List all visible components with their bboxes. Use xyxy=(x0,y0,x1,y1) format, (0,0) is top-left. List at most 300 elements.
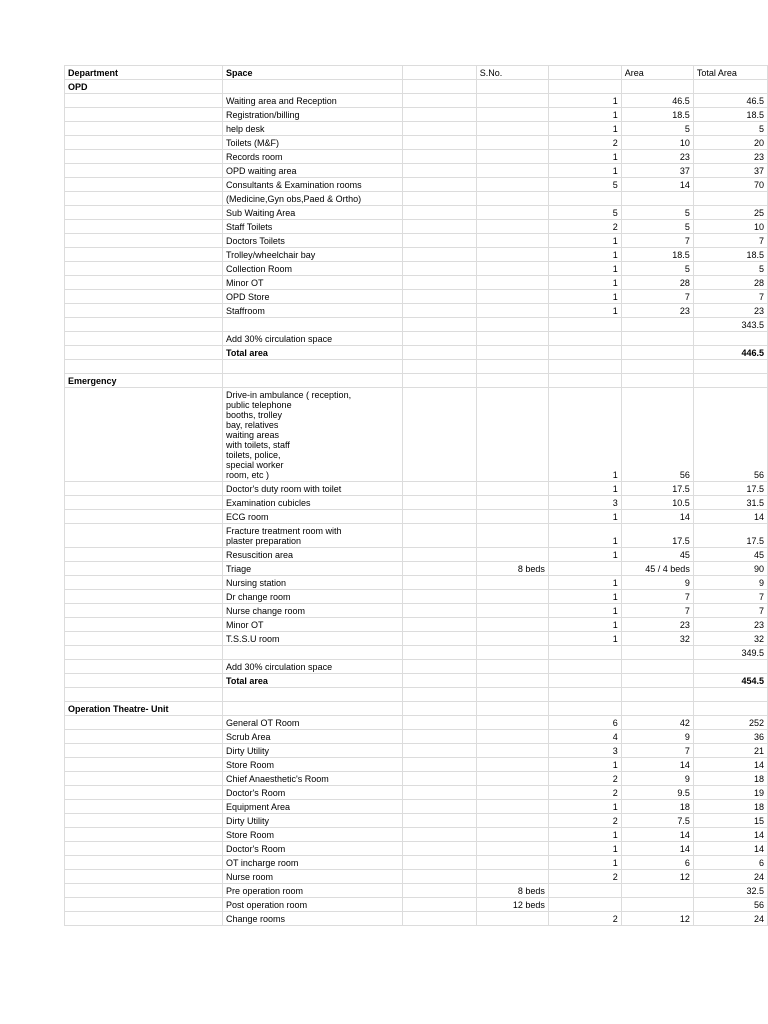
total-area-cell[interactable]: 24 xyxy=(693,870,767,884)
sno-cell[interactable]: 1 xyxy=(548,164,621,178)
total-area-cell[interactable] xyxy=(693,80,767,94)
header-blank-cell[interactable] xyxy=(548,66,621,80)
space-cell[interactable]: General OT Room xyxy=(223,716,403,730)
sno-cell[interactable]: 1 xyxy=(548,248,621,262)
blank-cell[interactable] xyxy=(403,318,477,332)
blank-cell[interactable] xyxy=(403,388,477,482)
department-cell[interactable] xyxy=(65,388,223,482)
sno-cell[interactable]: 1 xyxy=(548,758,621,772)
beds-cell[interactable] xyxy=(476,94,548,108)
area-cell[interactable]: 18.5 xyxy=(621,248,693,262)
area-cell[interactable]: 7.5 xyxy=(621,814,693,828)
sno-cell[interactable] xyxy=(548,702,621,716)
department-cell[interactable] xyxy=(65,290,223,304)
space-cell[interactable]: Records room xyxy=(223,150,403,164)
sno-cell[interactable]: 1 xyxy=(548,590,621,604)
beds-cell[interactable] xyxy=(476,758,548,772)
blank-cell[interactable] xyxy=(403,660,477,674)
beds-cell[interactable] xyxy=(476,646,548,660)
beds-cell[interactable]: 8 beds xyxy=(476,562,548,576)
sno-cell[interactable]: 1 xyxy=(548,482,621,496)
sno-cell[interactable] xyxy=(548,898,621,912)
area-cell[interactable]: 5 xyxy=(621,220,693,234)
total-area-cell[interactable]: 32 xyxy=(693,632,767,646)
department-cell[interactable] xyxy=(65,730,223,744)
department-cell[interactable] xyxy=(65,912,223,926)
total-area-cell[interactable] xyxy=(693,192,767,206)
total-area-cell[interactable]: 18.5 xyxy=(693,248,767,262)
beds-cell[interactable] xyxy=(476,248,548,262)
blank-cell[interactable] xyxy=(403,702,477,716)
total-area-cell[interactable]: 21 xyxy=(693,744,767,758)
department-cell[interactable] xyxy=(65,332,223,346)
total-area-cell[interactable] xyxy=(693,332,767,346)
blank-cell[interactable] xyxy=(403,482,477,496)
sno-cell[interactable] xyxy=(548,318,621,332)
space-cell[interactable]: Staff Toilets xyxy=(223,220,403,234)
sno-cell[interactable] xyxy=(548,674,621,688)
sno-cell[interactable] xyxy=(548,346,621,360)
space-cell[interactable]: Doctor's duty room with toilet xyxy=(223,482,403,496)
sno-cell[interactable]: 1 xyxy=(548,604,621,618)
blank-cell[interactable] xyxy=(403,94,477,108)
blank-cell[interactable] xyxy=(403,346,477,360)
blank-cell[interactable] xyxy=(403,164,477,178)
blank-cell[interactable] xyxy=(403,744,477,758)
total-area-cell[interactable] xyxy=(693,688,767,702)
department-cell[interactable] xyxy=(65,164,223,178)
blank-cell[interactable] xyxy=(403,646,477,660)
beds-cell[interactable] xyxy=(476,496,548,510)
header-department[interactable]: Department xyxy=(65,66,223,80)
area-cell[interactable] xyxy=(621,80,693,94)
area-cell[interactable]: 5 xyxy=(621,262,693,276)
space-cell[interactable]: Minor OT xyxy=(223,276,403,290)
blank-cell[interactable] xyxy=(403,276,477,290)
beds-cell[interactable] xyxy=(476,482,548,496)
header-area[interactable]: Area xyxy=(621,66,693,80)
area-cell[interactable]: 14 xyxy=(621,828,693,842)
beds-cell[interactable] xyxy=(476,206,548,220)
sno-cell[interactable]: 1 xyxy=(548,800,621,814)
total-area-cell[interactable]: 18.5 xyxy=(693,108,767,122)
space-cell[interactable]: (Medicine,Gyn obs,Paed & Ortho) xyxy=(223,192,403,206)
header-sno[interactable]: S.No. xyxy=(476,66,548,80)
sno-cell[interactable]: 1 xyxy=(548,388,621,482)
beds-cell[interactable] xyxy=(476,814,548,828)
area-cell[interactable]: 23 xyxy=(621,304,693,318)
sno-cell[interactable]: 2 xyxy=(548,814,621,828)
total-area-cell[interactable]: 23 xyxy=(693,304,767,318)
header-total-area[interactable]: Total Area xyxy=(693,66,767,80)
department-cell[interactable] xyxy=(65,856,223,870)
beds-cell[interactable]: 8 beds xyxy=(476,884,548,898)
area-cell[interactable] xyxy=(621,360,693,374)
beds-cell[interactable] xyxy=(476,220,548,234)
beds-cell[interactable] xyxy=(476,870,548,884)
total-area-cell[interactable]: 7 xyxy=(693,590,767,604)
blank-cell[interactable] xyxy=(403,374,477,388)
department-cell[interactable] xyxy=(65,618,223,632)
department-cell[interactable] xyxy=(65,150,223,164)
sno-cell[interactable]: 6 xyxy=(548,716,621,730)
blank-cell[interactable] xyxy=(403,870,477,884)
department-cell[interactable] xyxy=(65,800,223,814)
sno-cell[interactable]: 1 xyxy=(548,276,621,290)
area-cell[interactable]: 14 xyxy=(621,510,693,524)
total-area-cell[interactable] xyxy=(693,660,767,674)
department-cell[interactable] xyxy=(65,590,223,604)
sno-cell[interactable]: 1 xyxy=(548,122,621,136)
total-area-cell[interactable] xyxy=(693,374,767,388)
total-area-cell[interactable]: 5 xyxy=(693,122,767,136)
space-cell[interactable]: Chief Anaesthetic's Room xyxy=(223,772,403,786)
area-cell[interactable]: 42 xyxy=(621,716,693,730)
space-cell[interactable]: Triage xyxy=(223,562,403,576)
space-cell[interactable]: Scrub Area xyxy=(223,730,403,744)
sno-cell[interactable]: 1 xyxy=(548,618,621,632)
sno-cell[interactable]: 1 xyxy=(548,510,621,524)
department-cell[interactable]: Emergency xyxy=(65,374,223,388)
space-cell[interactable]: Examination cubicles xyxy=(223,496,403,510)
space-cell[interactable]: OPD waiting area xyxy=(223,164,403,178)
blank-cell[interactable] xyxy=(403,688,477,702)
total-area-cell[interactable]: 18 xyxy=(693,800,767,814)
sno-cell[interactable]: 2 xyxy=(548,136,621,150)
beds-cell[interactable] xyxy=(476,262,548,276)
area-cell[interactable]: 14 xyxy=(621,178,693,192)
sno-cell[interactable]: 4 xyxy=(548,730,621,744)
area-cell[interactable]: 9 xyxy=(621,772,693,786)
total-area-cell[interactable]: 28 xyxy=(693,276,767,290)
department-cell[interactable] xyxy=(65,496,223,510)
beds-cell[interactable] xyxy=(476,856,548,870)
beds-cell[interactable] xyxy=(476,192,548,206)
sno-cell[interactable]: 2 xyxy=(548,912,621,926)
sno-cell[interactable] xyxy=(548,646,621,660)
blank-cell[interactable] xyxy=(403,332,477,346)
blank-cell[interactable] xyxy=(403,206,477,220)
department-cell[interactable] xyxy=(65,660,223,674)
total-area-cell[interactable]: 20 xyxy=(693,136,767,150)
total-area-cell[interactable]: 5 xyxy=(693,262,767,276)
area-cell[interactable]: 45 xyxy=(621,548,693,562)
area-cell[interactable]: 10.5 xyxy=(621,496,693,510)
beds-cell[interactable] xyxy=(476,122,548,136)
area-cell[interactable] xyxy=(621,660,693,674)
beds-cell[interactable] xyxy=(476,150,548,164)
beds-cell[interactable] xyxy=(476,234,548,248)
sno-cell[interactable] xyxy=(548,884,621,898)
area-cell[interactable]: 45 / 4 beds xyxy=(621,562,693,576)
department-cell[interactable] xyxy=(65,122,223,136)
area-cell[interactable]: 17.5 xyxy=(621,524,693,548)
blank-cell[interactable] xyxy=(403,108,477,122)
department-cell[interactable] xyxy=(65,276,223,290)
space-cell[interactable]: Toilets (M&F) xyxy=(223,136,403,150)
department-cell[interactable] xyxy=(65,360,223,374)
blank-cell[interactable] xyxy=(403,716,477,730)
area-cell[interactable]: 5 xyxy=(621,206,693,220)
blank-cell[interactable] xyxy=(403,800,477,814)
area-cell[interactable]: 7 xyxy=(621,744,693,758)
area-cell[interactable]: 28 xyxy=(621,276,693,290)
total-area-cell[interactable] xyxy=(693,702,767,716)
space-cell[interactable]: Store Room xyxy=(223,828,403,842)
department-cell[interactable] xyxy=(65,248,223,262)
total-area-cell[interactable]: 90 xyxy=(693,562,767,576)
area-cell[interactable] xyxy=(621,646,693,660)
total-area-cell[interactable]: 31.5 xyxy=(693,496,767,510)
sno-cell[interactable]: 1 xyxy=(548,842,621,856)
area-cell[interactable]: 9 xyxy=(621,730,693,744)
blank-cell[interactable] xyxy=(403,248,477,262)
space-cell[interactable]: Doctors Toilets xyxy=(223,234,403,248)
area-cell[interactable]: 17.5 xyxy=(621,482,693,496)
blank-cell[interactable] xyxy=(403,80,477,94)
department-cell[interactable] xyxy=(65,206,223,220)
beds-cell[interactable] xyxy=(476,604,548,618)
sno-cell[interactable]: 1 xyxy=(548,290,621,304)
department-cell[interactable] xyxy=(65,716,223,730)
department-cell[interactable] xyxy=(65,646,223,660)
department-cell[interactable] xyxy=(65,548,223,562)
space-cell[interactable] xyxy=(223,318,403,332)
space-cell[interactable]: Registration/billing xyxy=(223,108,403,122)
total-area-cell[interactable]: 7 xyxy=(693,290,767,304)
beds-cell[interactable] xyxy=(476,912,548,926)
space-cell[interactable]: Staffroom xyxy=(223,304,403,318)
space-cell[interactable]: Doctor's Room xyxy=(223,842,403,856)
beds-cell[interactable] xyxy=(476,178,548,192)
beds-cell[interactable] xyxy=(476,590,548,604)
total-area-cell[interactable]: 17.5 xyxy=(693,524,767,548)
beds-cell[interactable] xyxy=(476,632,548,646)
space-cell[interactable]: Sub Waiting Area xyxy=(223,206,403,220)
area-cell[interactable] xyxy=(621,702,693,716)
total-area-cell[interactable]: 17.5 xyxy=(693,482,767,496)
sno-cell[interactable]: 2 xyxy=(548,870,621,884)
area-cell[interactable]: 18 xyxy=(621,800,693,814)
blank-cell[interactable] xyxy=(403,632,477,646)
total-area-cell[interactable]: 454.5 xyxy=(693,674,767,688)
sno-cell[interactable]: 1 xyxy=(548,524,621,548)
area-cell[interactable]: 9.5 xyxy=(621,786,693,800)
sno-cell[interactable]: 1 xyxy=(548,828,621,842)
space-cell[interactable]: Drive-in ambulance ( reception, public telephone booths, trolley bay, relatives waiting areas with toilets, staff toilets, police, special worker room, etc ) xyxy=(223,388,403,482)
area-cell[interactable] xyxy=(621,674,693,688)
department-cell[interactable] xyxy=(65,510,223,524)
area-cell[interactable]: 23 xyxy=(621,150,693,164)
area-cell[interactable]: 6 xyxy=(621,856,693,870)
beds-cell[interactable] xyxy=(476,842,548,856)
sno-cell[interactable]: 5 xyxy=(548,206,621,220)
sno-cell[interactable]: 2 xyxy=(548,786,621,800)
sno-cell[interactable]: 1 xyxy=(548,548,621,562)
blank-cell[interactable] xyxy=(403,618,477,632)
space-cell[interactable]: Dr change room xyxy=(223,590,403,604)
total-area-cell[interactable]: 18 xyxy=(693,772,767,786)
blank-cell[interactable] xyxy=(403,590,477,604)
total-area-cell[interactable]: 14 xyxy=(693,758,767,772)
area-cell[interactable] xyxy=(621,898,693,912)
blank-cell[interactable] xyxy=(403,290,477,304)
sno-cell[interactable] xyxy=(548,360,621,374)
total-area-cell[interactable]: 14 xyxy=(693,842,767,856)
beds-cell[interactable] xyxy=(476,164,548,178)
beds-cell[interactable] xyxy=(476,716,548,730)
blank-cell[interactable] xyxy=(403,192,477,206)
department-cell[interactable] xyxy=(65,304,223,318)
area-cell[interactable]: 56 xyxy=(621,388,693,482)
area-cell[interactable]: 46.5 xyxy=(621,94,693,108)
department-cell[interactable] xyxy=(65,674,223,688)
area-cell[interactable]: 12 xyxy=(621,912,693,926)
space-cell[interactable]: Total area xyxy=(223,346,403,360)
blank-cell[interactable] xyxy=(403,548,477,562)
blank-cell[interactable] xyxy=(403,758,477,772)
department-cell[interactable] xyxy=(65,108,223,122)
total-area-cell[interactable]: 36 xyxy=(693,730,767,744)
space-cell[interactable]: Equipment Area xyxy=(223,800,403,814)
beds-cell[interactable] xyxy=(476,388,548,482)
sno-cell[interactable]: 1 xyxy=(548,108,621,122)
space-cell[interactable]: Doctor's Room xyxy=(223,786,403,800)
space-cell[interactable]: Minor OT xyxy=(223,618,403,632)
beds-cell[interactable] xyxy=(476,360,548,374)
department-cell[interactable] xyxy=(65,604,223,618)
sno-cell[interactable] xyxy=(548,562,621,576)
total-area-cell[interactable]: 23 xyxy=(693,150,767,164)
blank-cell[interactable] xyxy=(403,234,477,248)
total-area-cell[interactable]: 25 xyxy=(693,206,767,220)
department-cell[interactable] xyxy=(65,318,223,332)
sno-cell[interactable]: 3 xyxy=(548,496,621,510)
area-cell[interactable]: 32 xyxy=(621,632,693,646)
beds-cell[interactable] xyxy=(476,576,548,590)
blank-cell[interactable] xyxy=(403,496,477,510)
space-cell[interactable] xyxy=(223,688,403,702)
area-cell[interactable] xyxy=(621,374,693,388)
space-cell[interactable]: Store Room xyxy=(223,758,403,772)
space-cell[interactable]: Dirty Utility xyxy=(223,814,403,828)
total-area-cell[interactable]: 45 xyxy=(693,548,767,562)
sno-cell[interactable]: 1 xyxy=(548,576,621,590)
department-cell[interactable] xyxy=(65,482,223,496)
beds-cell[interactable] xyxy=(476,332,548,346)
department-cell[interactable] xyxy=(65,94,223,108)
space-cell[interactable]: Pre operation room xyxy=(223,884,403,898)
sno-cell[interactable] xyxy=(548,192,621,206)
blank-cell[interactable] xyxy=(403,842,477,856)
space-cell[interactable]: Nursing station xyxy=(223,576,403,590)
department-cell[interactable] xyxy=(65,136,223,150)
total-area-cell[interactable]: 15 xyxy=(693,814,767,828)
total-area-cell[interactable]: 9 xyxy=(693,576,767,590)
total-area-cell[interactable]: 70 xyxy=(693,178,767,192)
beds-cell[interactable] xyxy=(476,772,548,786)
area-cell[interactable]: 7 xyxy=(621,234,693,248)
beds-cell[interactable] xyxy=(476,800,548,814)
blank-cell[interactable] xyxy=(403,898,477,912)
area-cell[interactable]: 7 xyxy=(621,590,693,604)
total-area-cell[interactable]: 24 xyxy=(693,912,767,926)
space-cell[interactable]: ECG room xyxy=(223,510,403,524)
sno-cell[interactable] xyxy=(548,374,621,388)
area-cell[interactable] xyxy=(621,346,693,360)
total-area-cell[interactable]: 23 xyxy=(693,618,767,632)
sno-cell[interactable]: 2 xyxy=(548,220,621,234)
blank-cell[interactable] xyxy=(403,262,477,276)
total-area-cell[interactable]: 349.5 xyxy=(693,646,767,660)
area-cell[interactable] xyxy=(621,688,693,702)
total-area-cell[interactable]: 10 xyxy=(693,220,767,234)
blank-cell[interactable] xyxy=(403,856,477,870)
space-cell[interactable]: help desk xyxy=(223,122,403,136)
department-cell[interactable] xyxy=(65,576,223,590)
space-cell[interactable]: Dirty Utility xyxy=(223,744,403,758)
beds-cell[interactable] xyxy=(476,702,548,716)
blank-cell[interactable] xyxy=(403,604,477,618)
space-cell[interactable]: Nurse room xyxy=(223,870,403,884)
sno-cell[interactable]: 1 xyxy=(548,304,621,318)
department-cell[interactable] xyxy=(65,786,223,800)
space-cell[interactable]: Add 30% circulation space xyxy=(223,660,403,674)
space-cell[interactable]: OPD Store xyxy=(223,290,403,304)
beds-cell[interactable] xyxy=(476,304,548,318)
space-cell[interactable]: T.S.S.U room xyxy=(223,632,403,646)
blank-cell[interactable] xyxy=(403,884,477,898)
blank-cell[interactable] xyxy=(403,912,477,926)
blank-cell[interactable] xyxy=(403,814,477,828)
total-area-cell[interactable] xyxy=(693,360,767,374)
sno-cell[interactable]: 1 xyxy=(548,94,621,108)
beds-cell[interactable] xyxy=(476,276,548,290)
sno-cell[interactable] xyxy=(548,688,621,702)
space-cell[interactable]: Consultants & Examination rooms xyxy=(223,178,403,192)
sno-cell[interactable]: 3 xyxy=(548,744,621,758)
beds-cell[interactable] xyxy=(476,548,548,562)
sno-cell[interactable]: 1 xyxy=(548,856,621,870)
beds-cell[interactable] xyxy=(476,660,548,674)
beds-cell[interactable] xyxy=(476,688,548,702)
total-area-cell[interactable]: 14 xyxy=(693,510,767,524)
beds-cell[interactable]: 12 beds xyxy=(476,898,548,912)
area-cell[interactable] xyxy=(621,318,693,332)
sno-cell[interactable]: 2 xyxy=(548,772,621,786)
sno-cell[interactable]: 1 xyxy=(548,234,621,248)
header-blank-cell[interactable] xyxy=(403,66,477,80)
sno-cell[interactable]: 1 xyxy=(548,150,621,164)
space-cell[interactable]: Fracture treatment room with plaster preparation xyxy=(223,524,403,548)
total-area-cell[interactable]: 19 xyxy=(693,786,767,800)
area-cell[interactable]: 23 xyxy=(621,618,693,632)
department-cell[interactable] xyxy=(65,178,223,192)
total-area-cell[interactable]: 6 xyxy=(693,856,767,870)
total-area-cell[interactable]: 32.5 xyxy=(693,884,767,898)
sno-cell[interactable] xyxy=(548,80,621,94)
beds-cell[interactable] xyxy=(476,744,548,758)
department-cell[interactable] xyxy=(65,220,223,234)
beds-cell[interactable] xyxy=(476,828,548,842)
blank-cell[interactable] xyxy=(403,178,477,192)
beds-cell[interactable] xyxy=(476,524,548,548)
blank-cell[interactable] xyxy=(403,730,477,744)
blank-cell[interactable] xyxy=(403,304,477,318)
total-area-cell[interactable]: 56 xyxy=(693,898,767,912)
area-cell[interactable]: 18.5 xyxy=(621,108,693,122)
sno-cell[interactable] xyxy=(548,332,621,346)
